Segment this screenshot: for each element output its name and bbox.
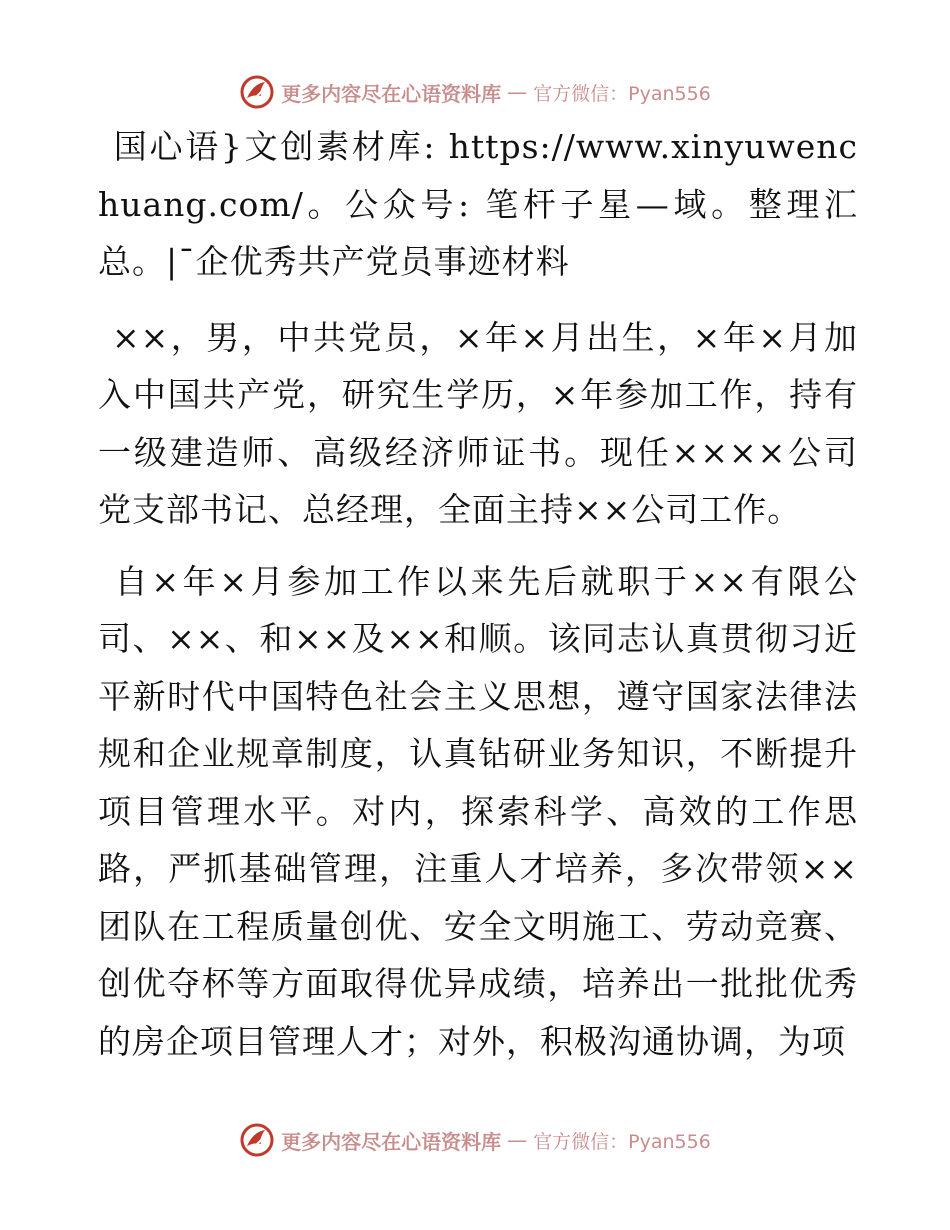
banner-main-text: 更多内容尽在心语资料库 (281, 81, 502, 106)
banner-dash: — (507, 80, 528, 104)
paragraph-career (98, 553, 858, 1071)
paragraph-profile (98, 309, 858, 539)
paragraph-header-line (98, 118, 858, 291)
brand-logo-icon (239, 1122, 275, 1158)
document-body (98, 118, 858, 1078)
footer-watermark-banner (0, 1118, 950, 1162)
banner-wechat-text: 官方微信：Pyan556 (533, 1130, 711, 1153)
banner-dash: — (507, 1128, 528, 1152)
paragraph-text: 自×年×月参加工作以来先后就职于××有限公司、××、和××及××和顺。该同志认真贯彻习近平新时代中国特色社会主义思想，遵守国家法律法规和企业规章制度，认真钻研业务知识，不断提升项目管理水平。对内，探索科学、高效的工作思路，严抓基础管理，注重人才培养，多次带领××团队在工程质量创优、安全文明施工、劳动竞赛、创优夺杯等方面取得优异成绩，培养出一批批优秀的房企项目管理人才；对外，积极沟通协调，为项 (98, 561, 858, 1061)
paragraph-text: 国心语}文创素材库: https://www.xinyuwenchuang.com/。公众号: 笔杆子星—域。整理汇总。|¯企优秀共产党员事迹材料 (98, 127, 858, 281)
brand-logo-icon (239, 74, 275, 110)
banner-main-text: 更多内容尽在心语资料库 (281, 1129, 502, 1154)
paragraph-text: ××，男，中共党员，×年×月出生，×年×月加入中国共产党，研究生学历，×年参加工作，持有一级建造师、高级经济师证书。现任××××公司党支部书记、总经理，全面主持××公司工作。 (98, 317, 858, 529)
banner-wechat-text: 官方微信：Pyan556 (533, 82, 711, 105)
header-watermark-banner (0, 70, 950, 114)
